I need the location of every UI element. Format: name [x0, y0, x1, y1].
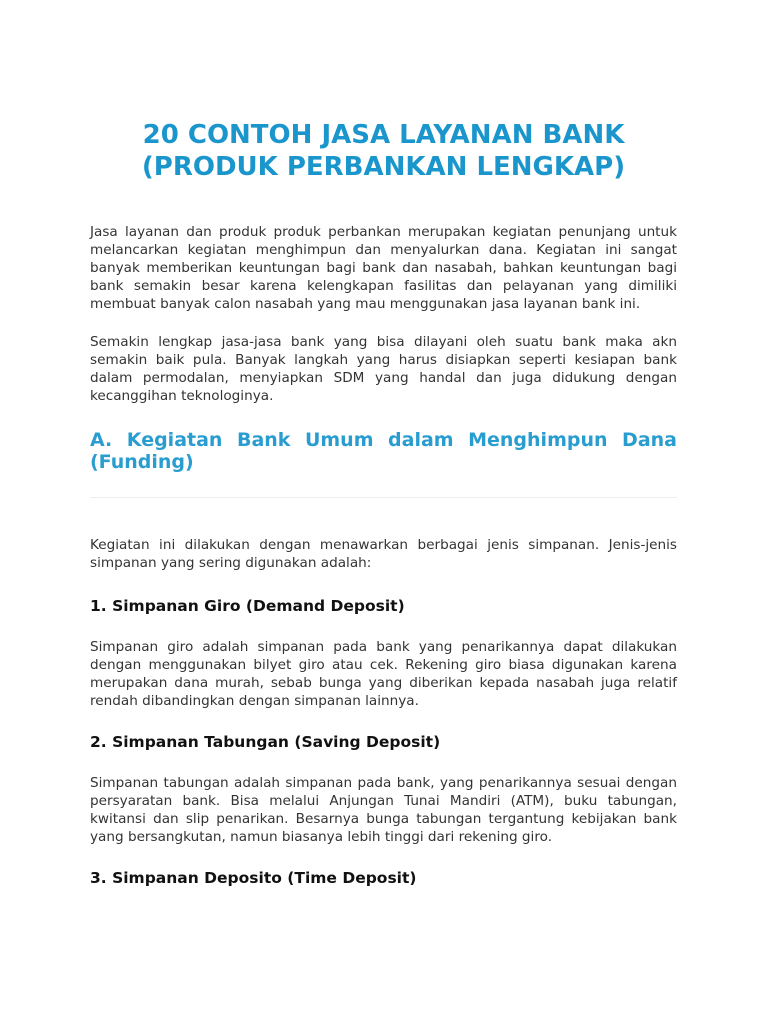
intro-paragraph-2: Semakin lengkap jasa-jasa bank yang bisa dilayani oleh suatu bank maka akn semakin baik pula. Banyak langkah yang harus disiapkan seperti kesiapan bank dalam permodalan, menyiapkan SDM yang handal dan juga didukung dengan kecanggihan teknologinya. — [90, 334, 677, 404]
title-line-1: 20 CONTOH JASA LAYANAN BANK — [142, 120, 625, 150]
section-a-intro: Kegiatan ini dilakukan dengan menawarkan berbagai jenis simpanan. Jenis-jenis simpanan yang sering digunakan adalah: — [90, 537, 677, 571]
item-3-heading: 3. Simpanan Deposito (Time Deposit) — [90, 869, 417, 887]
item-1-text: Simpanan giro adalah simpanan pada bank yang penarikannya dapat dilakukan dengan menggunakan bilyet giro atau cek. Rekening giro biasa digunakan karena merupakan dana murah, sebab bunga yang diberikan kepada nasabah juga relatif rendah dibandingkan dengan simpanan lainnya. — [90, 639, 677, 709]
intro-paragraph-1: Jasa layanan dan produk produk perbankan merupakan kegiatan penunjang untuk melancarkan kegiatan menghimpun dan menyalurkan dana. Kegiatan ini sangat banyak memberikan keuntungan bagi bank dan nasabah, bahkan keuntungan bagi bank semakin besar karena kelengkapan fasilitas dan pelayanan yang dimiliki membuat banyak calon nasabah yang mau menggunakan jasa layanan bank ini. — [90, 224, 677, 312]
title-line-2: (PRODUK PERBANKAN LENGKAP) — [141, 152, 626, 182]
item-2-heading: 2. Simpanan Tabungan (Saving Deposit) — [90, 733, 441, 751]
item-2-text: Simpanan tabungan adalah simpanan pada bank, yang penarikannya sesuai dengan persyaratan bank. Bisa melalui Anjungan Tunai Mandiri (ATM), buku tabungan, kwitansi dan slip penarikan. Besarnya bunga tabungan tergantung kebijakan bank yang bersangkutan, namun biasanya lebih tinggi dari rekening giro. — [90, 775, 677, 845]
section-divider — [90, 497, 677, 498]
section-a-heading: A. Kegiatan Bank Umum dalam Menghimpun Dana (Funding) — [90, 429, 677, 473]
document-title — [90, 119, 677, 183]
document-page — [90, 0, 677, 888]
item-1-heading: 1. Simpanan Giro (Demand Deposit) — [90, 597, 405, 615]
